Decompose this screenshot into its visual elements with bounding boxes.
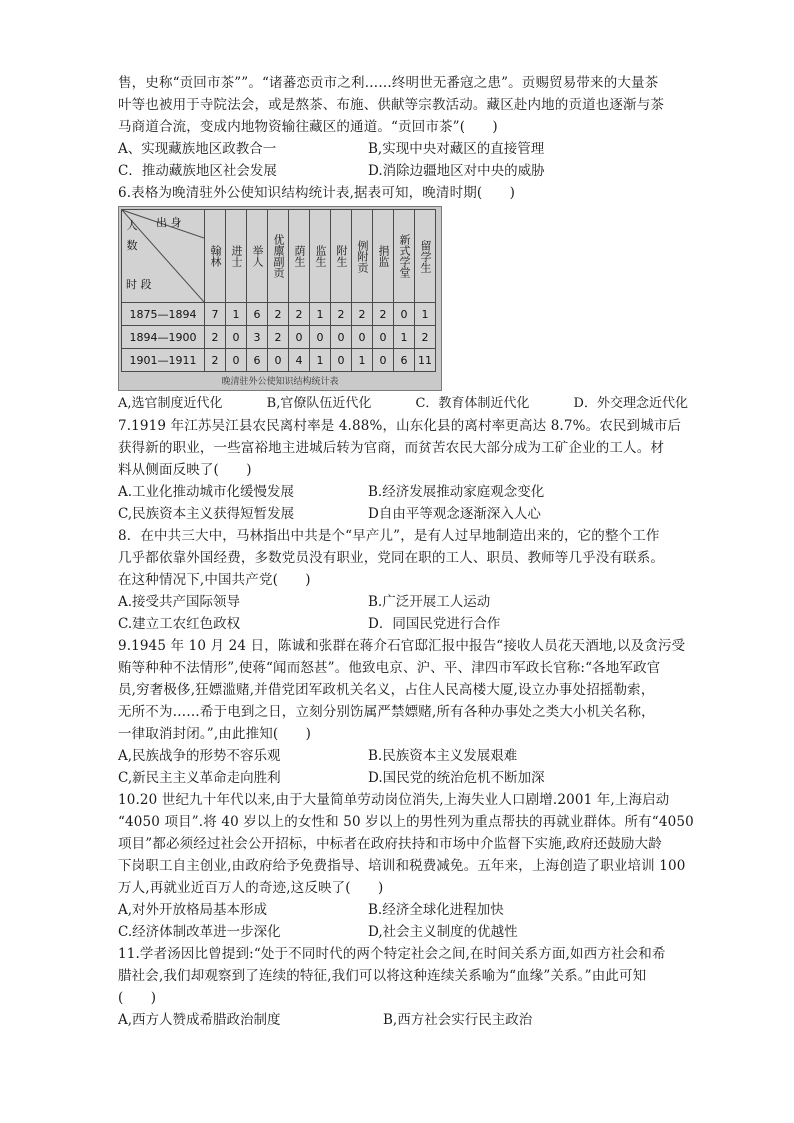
table-cell: 1 [352, 349, 373, 372]
question-text-line: ( ) [118, 990, 157, 1006]
table-cell: 2 [373, 303, 394, 326]
stats-table-image [118, 206, 442, 391]
option-d[interactable]: D．外交理念近代化 [573, 396, 688, 411]
table-cell: 2 [205, 349, 226, 372]
table-cell: 0 [226, 349, 247, 372]
option-b[interactable]: B,官僚队伍近代化 [266, 396, 372, 411]
question-text-line: 叶等也被用于寺院法会，或是熬茶、布施、供献等宗教活动。藏区赴内地的贡道也逐渐与茶 [118, 97, 664, 113]
option-b[interactable]: B,西方社会实行民主政治 [383, 1012, 533, 1028]
question-text-line: 腊社会,我们却观察到了连续的特征,我们可以将这种连续关系喻为“血缘”关系。”由此可知 [118, 968, 647, 984]
question-text-line: 在这种情况下,中国共产党( ) [118, 572, 311, 588]
option-a[interactable]: A,选官制度近代化 [118, 396, 223, 411]
question-10 [118, 789, 694, 943]
table-row [122, 303, 436, 326]
table-cell: 2 [268, 326, 289, 349]
question-text-line: 料从侧面反映了( ) [118, 462, 252, 478]
table-cell: 0 [289, 326, 310, 349]
question-9 [118, 635, 688, 789]
option-d[interactable]: D.国民党的统治危机不断加深 [368, 770, 545, 786]
table-cell: 0 [373, 326, 394, 349]
option-b[interactable]: B.民族资本主义发展艰难 [368, 748, 518, 764]
row-period: 1875—1894 [122, 303, 205, 326]
question-text-line: 几乎都依靠外国经费，多数党员没有职业，党同在职的工人、职员、教师等几乎没有联系。 [118, 550, 664, 566]
table-cell: 7 [205, 303, 226, 326]
table-cell: 6 [394, 349, 415, 372]
option-a[interactable]: A,西方人赞成希腊政治制度 [118, 1012, 281, 1028]
option-c[interactable]: C．教育体制近代化 [415, 396, 530, 411]
option-b[interactable]: B.广泛开展工人运动 [368, 594, 491, 610]
table-cell: 2 [268, 303, 289, 326]
question-text-line: 一律取消封闭。”,由此推知( ) [118, 726, 312, 742]
option-d[interactable]: D自由平等观念逐渐深入人心 [368, 506, 541, 522]
question-stem: 6.表格为晚清驻外公使知识结构统计表,据表可知，晚清时期( ) [118, 185, 516, 201]
option-d[interactable]: D,社会主义制度的优越性 [368, 924, 518, 940]
question-text-line: 获得新的职业，一些富裕地主进城后转为官商，而贫苦农民大部分成为工矿企业的工人。材 [118, 440, 664, 456]
options-row [118, 1009, 688, 1031]
option-d[interactable]: D.消除边疆地区对中央的威胁 [368, 163, 545, 179]
table-cell: 0 [268, 349, 289, 372]
question-text-line: 项目”都必须经过社会公开招标，中标者在政府扶持和市场中介监督下实施,政府还鼓励大龄 [118, 836, 662, 852]
table-cell: 1 [310, 349, 331, 372]
table-cell: 6 [247, 303, 268, 326]
option-a[interactable]: A,对外开放格局基本形成 [118, 902, 268, 918]
question-text-line: 9.1945 年 10 月 24 日，陈诚和张群在蒋介石官邸汇报中报告“接收人员花天酒地,以及贪污受 [118, 638, 686, 654]
column-header: 监生 [310, 210, 331, 303]
option-a[interactable]: A、实现藏族地区政教合一 [118, 141, 277, 157]
question-text-line: 下岗职工自主创业,由政府给予免费指导、培训和税费减免。五年来，上海创造了职业培训 100 [118, 858, 686, 874]
options-row [118, 767, 688, 789]
options-row [118, 921, 688, 943]
option-a[interactable]: A.工业化推动城市化缓慢发展 [118, 484, 295, 500]
table-cell: 6 [247, 349, 268, 372]
column-header: 优廪副贡 [268, 210, 289, 303]
column-header: 荫生 [289, 210, 310, 303]
question-text-line: 万人,再就业近百万人的奇迹,这反映了( ) [118, 880, 384, 896]
exam-page [118, 72, 694, 1031]
options-row [118, 899, 688, 921]
option-c[interactable]: C．推动藏族地区社会发展 [118, 163, 277, 179]
option-c[interactable]: C,新民主主义革命走向胜利 [118, 770, 281, 786]
options-row [118, 160, 688, 182]
table-cell: 1 [415, 303, 436, 326]
column-header: 翰林 [205, 210, 226, 303]
table-cell: 0 [352, 326, 373, 349]
table-cell: 11 [415, 349, 436, 372]
table-cell: 0 [373, 349, 394, 372]
corner-label-period: 时 段 [126, 278, 152, 291]
question-text-line: “4050 项目”.将 40 岁以上的女性和 50 岁以上的男性列为重点帮扶的再就业群体。所有“4050 [118, 814, 694, 830]
option-a[interactable]: A.接受共产国际领导 [118, 594, 241, 610]
column-header: 捐监 [373, 210, 394, 303]
question-7 [118, 415, 688, 525]
corner-label-origin: 出 身 [156, 216, 182, 229]
column-header: 例附贡 [352, 210, 373, 303]
column-header: 举人 [247, 210, 268, 303]
question-text-line: 8．在中共三大中，马林指出中共是个“早产儿”，是有人过早地制造出来的，它的整个工作 [118, 528, 660, 544]
table-cell: 1 [310, 303, 331, 326]
option-c[interactable]: C.经济体制改革进一步深化 [118, 924, 281, 940]
options-row [118, 503, 688, 525]
table-cell: 0 [331, 326, 352, 349]
options-row [118, 393, 688, 415]
question-text-line: 无所不为……希于电到之日，立刻分别饬属严禁嫖赌,所有各种办事处之类大小机关名称， [118, 704, 655, 720]
question-text-line: 7.1919 年江苏吴江县农民离村率是 4.88%，山东化县的离村率更高达 8.7%。农民到城市后 [118, 418, 682, 434]
question-5 [118, 72, 688, 182]
question-text-line: 马商道合流，变成内地物资输往藏区的通道。“贡回市茶”( ) [118, 119, 498, 135]
question-11 [118, 943, 688, 1031]
option-c[interactable]: C.建立工农红色政权 [118, 616, 241, 632]
column-header: 进士 [226, 210, 247, 303]
table-caption: 晚清驻外公使知识结构统计表 [221, 377, 339, 387]
options-row [118, 591, 688, 613]
column-header: 留学生 [415, 210, 436, 303]
row-period: 1901—1911 [122, 349, 205, 372]
table-cell: 0 [331, 349, 352, 372]
option-a[interactable]: A,民族战争的形势不容乐观 [118, 748, 281, 764]
table-cell: 2 [415, 326, 436, 349]
question-8 [118, 525, 688, 635]
table-row [122, 326, 436, 349]
table-cell: 3 [247, 326, 268, 349]
column-header: 新式学堂 [394, 210, 415, 303]
options-row [118, 481, 688, 503]
table-cell: 2 [352, 303, 373, 326]
table-cell: 0 [394, 303, 415, 326]
options-row [118, 613, 688, 635]
question-text-line: 11.学者汤因比曾提到:“处于不同时代的两个特定社会之间,在时间关系方面,如西方社会和希 [118, 946, 666, 962]
table-corner-cell [122, 210, 205, 303]
options-row [118, 138, 688, 160]
envoy-knowledge-table [121, 209, 436, 372]
table-cell: 0 [310, 326, 331, 349]
option-c[interactable]: C,民族资本主义获得短暂发展 [118, 506, 295, 522]
question-text-line: 贿等种种不法情形”,使蒋“闻而怒甚”。他致电京、沪、平、津四市军政长官称:“各地军政官 [118, 660, 661, 676]
column-header: 附生 [331, 210, 352, 303]
table-cell: 2 [331, 303, 352, 326]
option-d[interactable]: D．同国民党进行合作 [368, 616, 501, 632]
table-cell: 1 [394, 326, 415, 349]
table-cell: 4 [289, 349, 310, 372]
corner-label-count: 人 数 [126, 219, 138, 252]
question-6 [118, 182, 688, 415]
option-b[interactable]: B,实现中央对藏区的直接管理 [368, 141, 545, 157]
option-b[interactable]: B.经济全球化进程加快 [368, 902, 504, 918]
options-row [118, 745, 688, 767]
table-cell: 2 [205, 326, 226, 349]
table-cell: 2 [289, 303, 310, 326]
question-text-line: 售，史称“贡回市茶””。“诸蕃恋贡市之利……终明世无番寇之患”。贡赐贸易带来的大量茶 [118, 75, 659, 91]
table-row [122, 349, 436, 372]
question-text-line: 10.20 世纪九十年代以来,由于大量简单劳动岗位消失,上海失业人口剧增.2001 年,上海启动 [118, 792, 670, 808]
table-cell: 0 [226, 326, 247, 349]
question-text-line: 员,穷奢极侈,狂嫖滥赌,并借党团军政机关名义，占住人民高楼大厦,设立办事处招摇勒索， [118, 682, 655, 698]
table-cell: 1 [226, 303, 247, 326]
row-period: 1894—1900 [122, 326, 205, 349]
option-b[interactable]: B.经济发展推动家庭观念变化 [368, 484, 545, 500]
